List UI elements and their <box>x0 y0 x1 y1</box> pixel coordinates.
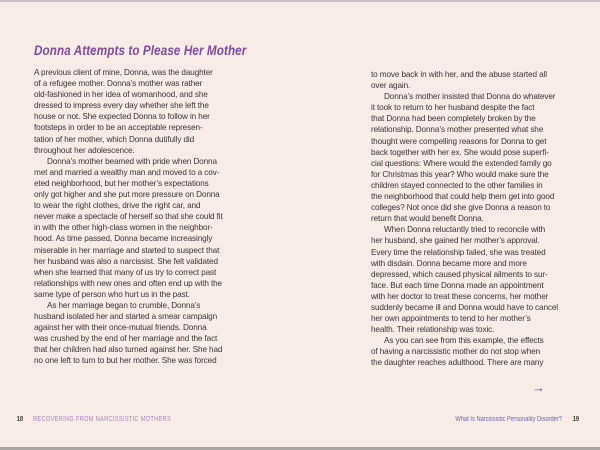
text-line: Every time the relationship failed, she was treated <box>371 247 546 257</box>
text-line: over again. <box>371 81 411 91</box>
text-line: eted neighborhood, but her mother’s expectations <box>34 178 209 188</box>
book-title-running-head: RECOVERING FROM NARCISSISTIC MOTHERS <box>32 416 171 423</box>
text-line: footsteps in order to be an acceptable represen- <box>34 123 203 133</box>
text-line: the neighborhood that could help them get into good <box>371 192 555 202</box>
text-line: Donna’s mother insisted that Donna do whatever <box>384 92 556 102</box>
section-heading: Donna Attempts to Please Her Mother <box>34 43 247 58</box>
text-line: hood. As time passed, Donna became increasingly <box>34 234 213 244</box>
text-line: her husband, she gained her mother’s approval. <box>371 236 540 246</box>
chapter-title-running-head: What Is Narcissistic Personality Disorder? <box>455 416 563 423</box>
text-line: same type of person who hurt us in the past. <box>34 289 190 299</box>
text-line: the daughter reaches adulthood. There are many <box>371 358 544 368</box>
text-line: return that would benefit Donna. <box>371 214 484 224</box>
next-page-arrow-icon[interactable]: → <box>532 380 545 395</box>
text-line: husband isolated her and started a smear campaign <box>34 312 218 322</box>
text-line: back together with her ex. She would pose superfi- <box>371 147 549 157</box>
text-line: of a refugee mother. Donna’s mother was rather <box>34 79 203 89</box>
text-line: her husband was also a narcissist. She felt validated <box>34 256 218 266</box>
page-number: 18 <box>16 416 24 423</box>
text-line: only got higher and she put more pressure on Donna <box>34 190 220 200</box>
text-line: tation of her mother, which Donna dutifully did <box>34 134 195 144</box>
left-page <box>0 2 300 447</box>
text-line: depressed, which caused physical ailments to sur- <box>371 269 548 279</box>
text-line: old-fashioned in her idea of womanhood, and she <box>34 90 208 100</box>
page-number: 19 <box>572 416 580 423</box>
text-line: health. Their relationship was toxic. <box>371 325 495 335</box>
right-body-text <box>371 69 558 369</box>
text-line: As her marriage began to crumble, Donna’s <box>47 300 201 310</box>
text-line: As you can see from this example, the effects <box>384 336 544 346</box>
left-body-text <box>34 67 223 367</box>
text-line: thought were compelling reasons for Donna to get <box>371 136 547 146</box>
text-line: with her doctor to treat these concerns, her mother <box>371 291 549 301</box>
text-line: against her with their once-mutual friends. Donna <box>34 323 207 333</box>
text-line: dressed to impress every day whether she left the <box>34 101 209 111</box>
text-line: for Christmas this year? Who would make sure the <box>371 169 549 179</box>
right-page <box>300 2 600 447</box>
text-line: relationship. Donna’s mother presented what she <box>371 125 544 135</box>
text-line: A previous client of mine, Donna, was the daughter <box>34 68 213 77</box>
text-line: met and married a wealthy man and moved to a cov- <box>34 167 220 177</box>
text-line: that Donna had been completely broken by the <box>371 114 536 124</box>
text-line: to move back in with her, and the abuse started all <box>371 70 547 79</box>
text-line: Donna’s mother beamed with pride when Donna <box>47 156 217 166</box>
text-line: was crushed by the end of her marriage and the fact <box>34 334 218 344</box>
text-line: her own appointments to tend to her mother’s <box>371 314 531 324</box>
text-line: to wear the right clothes, drive the right car, and <box>34 201 201 211</box>
text-line: throughout her adolescence. <box>34 145 135 155</box>
text-line: when she learned that many of us try to correct past <box>34 267 217 277</box>
text-line: with disdain. Donna became more and more <box>371 258 527 268</box>
text-line: children stayed connected to the other families in <box>371 180 543 190</box>
left-page-footer <box>16 415 201 425</box>
text-line: relationships with new ones and often end up with the <box>34 278 222 288</box>
text-line: When Donna reluctantly tried to reconcile with <box>384 225 546 235</box>
text-line: in with the other high-class women in the neighbor- <box>34 223 213 233</box>
text-line: colleges? Not once did she give Donna a reason to <box>371 203 551 213</box>
text-line: suddenly became ill and Donna would have to cancel <box>371 302 558 312</box>
text-line: never make a spectacle of herself so that she could fit <box>34 212 223 222</box>
text-line: no one left to turn to but her mother. She was forced <box>34 356 217 366</box>
text-line: miserable in her marriage and started to suspect that <box>34 245 220 255</box>
text-line: cial questions: Where would the extended family go <box>371 158 552 168</box>
right-page-footer <box>432 415 580 425</box>
text-line: of having a narcissistic mother do not stop when <box>371 347 541 357</box>
text-line: face. But each time Donna made an appointment <box>371 280 544 290</box>
text-line: house or not. She expected Donna to follow in her <box>34 112 210 122</box>
text-line: it took to return to her husband despite the fact <box>371 103 535 113</box>
text-line: that her children had also turned against her. She had <box>34 345 223 355</box>
